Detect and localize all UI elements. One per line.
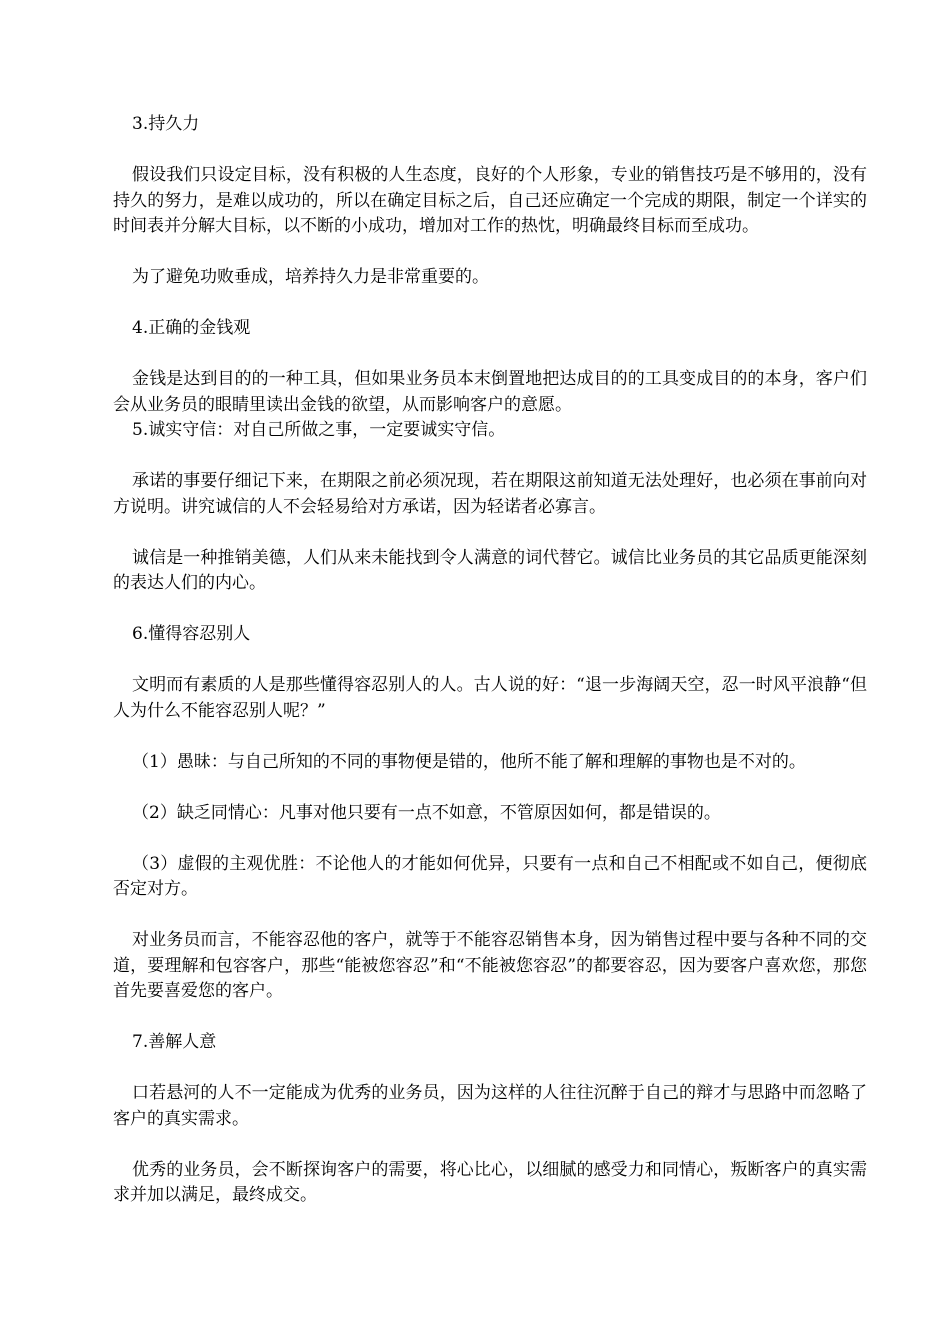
paragraph-tolerance-intro: 文明而有素质的人是那些懂得容忍别人的人。古人说的好：“退一步海阔天空，忍一时风平浪静“但人为什么不能容忍别人呢？” — [113, 675, 867, 721]
paragraph-understanding-eloquence: 口若悬河的人不一定能成为优秀的业务员，因为这样的人往往沉醉于自己的辩才与思路中而忽略了客户的真实需求。 — [113, 1083, 867, 1129]
heading-honesty: 5.诚实守信：对自己所做之事，一定要诚实守信。 — [132, 420, 506, 440]
paragraph-endurance-summary: 为了避免功败垂成，培养持久力是非常重要的。 — [132, 267, 489, 287]
paragraph-honesty-body: 承诺的事要仔细记下来，在期限之前必须况现，若在期限这前知道无法处理好，也必须在事前向对方说明。讲究诚信的人不会轻易给对方承诺，因为轻诺者必寡言。 — [113, 471, 867, 517]
heading-endurance: 3.持久力 — [132, 114, 200, 134]
paragraph-money-body: 金钱是达到目的的一种工具，但如果业务员本末倒置地把达成目的的工具变成目的的本身，客户们会从业务员的眼睛里读出金钱的欲望，从而影响客户的意愿。 — [113, 369, 867, 415]
paragraph-honesty-virtue: 诚信是一种推销美德，人们从来未能找到令人满意的词代替它。诚信比业务员的其它品质更能深刻的表达人们的内心。 — [113, 547, 867, 593]
list-item-ignorance: （1）愚昧：与自己所知的不同的事物便是错的，他所不能了解和理解的事物也是不对的。 — [132, 751, 806, 772]
paragraph-understanding-excellence: 优秀的业务员，会不断探询客户的需要，将心比心，以细腻的感受力和同情心，叛断客户的真实需求并加以满足，最终成交。 — [113, 1159, 867, 1205]
paragraph-endurance-body: 假设我们只设定目标，没有积极的人生态度，良好的个人形象，专业的销售技巧是不够用的，没有持久的努力，是难以成功的，所以在确定目标之后，自己还应确定一个完成的期限，制定一个详实的时间表并分解大目标，以不断的小成功，增加对工作的热忱，明确最终目标而至成功。 — [113, 165, 867, 236]
document-page — [113, 112, 867, 1209]
heading-understanding: 7.善解人意 — [132, 1032, 217, 1052]
list-item-false-superiority: （3）虚假的主观优胜：不论他人的才能如何优异，只要有一点和自己不相配或不如自己，便彻底否定对方。 — [113, 853, 867, 899]
list-item-lack-of-sympathy: （2）缺乏同情心：凡事对他只要有一点不如意，不管原因如何，都是错误的。 — [132, 802, 721, 823]
heading-tolerance: 6.懂得容忍别人 — [132, 624, 251, 644]
paragraph-tolerance-conclusion: 对业务员而言，不能容忍他的客户，就等于不能容忍销售本身，因为销售过程中要与各种不同的交道，要理解和包容客户，那些“能被您容忍”和“不能被您容忍”的都要容忍，因为要客户喜欢您，那您首先要喜爱您的客户。 — [113, 930, 867, 1001]
heading-money-view: 4.正确的金钱观 — [132, 318, 251, 338]
